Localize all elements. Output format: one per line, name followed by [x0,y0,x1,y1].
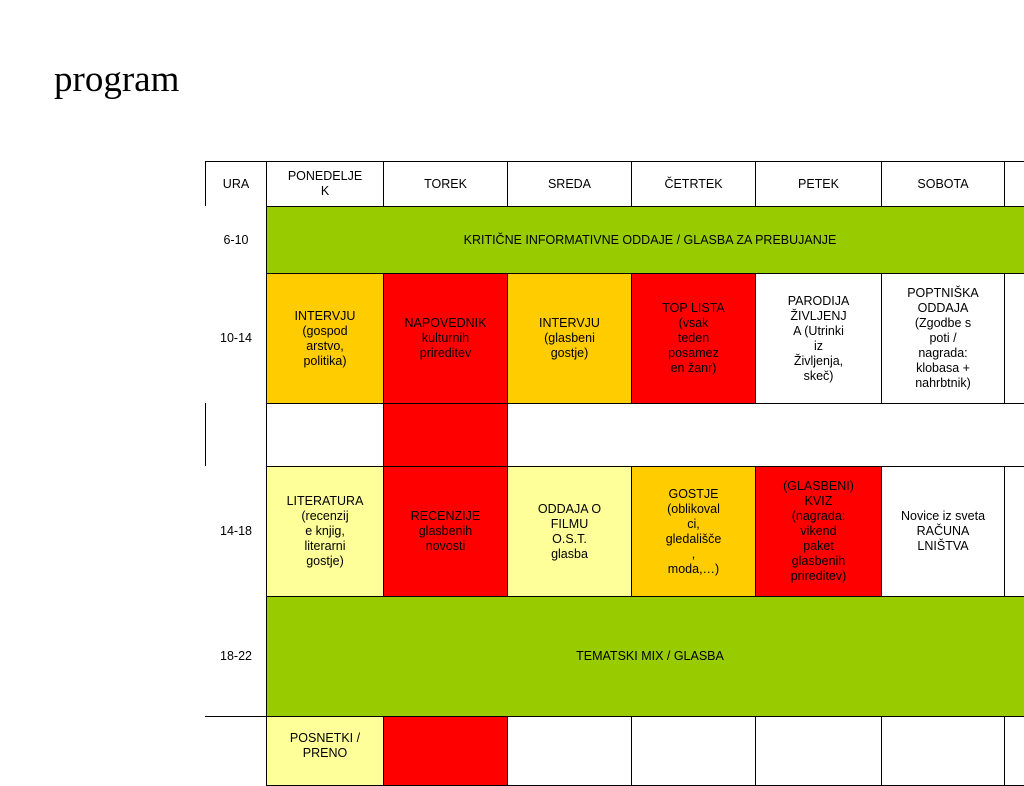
program-cell: POPTNIŠKA ODDAJA (Zgodbe s poti / nagrada: klobasa + nahrbtnik) [881,273,1005,404]
program-cell [755,716,882,786]
empty-cell [266,403,384,467]
program-cell: TOP LISTA (vsak teden posamez en žanr) [631,273,756,404]
program-cell: INTERVJU (gospod arstvo, politika) [266,273,384,404]
header-saturday: SOBOTA [881,161,1005,207]
program-cell-sunday [1004,716,1024,786]
program-cell: (GLASBENI) KVIZ (nagrada: vikend paket glasbenih prireditev) [755,466,882,597]
program-cell: ODDAJA O FILMU O.S.T. glasba [507,466,632,597]
header-friday: PETEK [755,161,882,207]
program-cell [631,716,756,786]
program-cell: GOSTJE (oblikoval ci, gledališče , moda,…) [631,466,756,597]
program-cell: Novice iz sveta RAČUNA LNIŠTVA [881,466,1005,597]
program-cell: RECENZIJE glasbenih novosti [383,466,508,597]
header-tuesday: TOREK [383,161,508,207]
morning-band: KRITIČNE INFORMATIVNE ODDAJE / GLASBA ZA PREBUJANJE [266,206,1024,274]
program-cell [507,716,632,786]
time-cell [205,716,267,786]
evening-band: TEMATSKI MIX / GLASBA [266,596,1024,717]
program-cell: INTERVJU (glasbeni gostje) [507,273,632,404]
row-divider [205,403,206,466]
time-cell: 14-18 [205,466,267,597]
header-wednesday: SREDA [507,161,632,207]
empty-cell [383,403,508,467]
time-cell: 10-14 [205,273,267,404]
time-cell: 6-10 [205,206,267,274]
program-cell: NAPOVEDNIK kulturnih prireditev [383,273,508,404]
program-cell [383,716,508,786]
header-thursday: ČETRTEK [631,161,756,207]
header-sunday [1004,161,1024,207]
time-cell: 18-22 [205,596,267,717]
page-title: program [54,59,180,100]
program-cell: LITERATURA (recenzij e knjig, literarni gostje) [266,466,384,597]
empty-cell [507,403,1024,467]
program-cell-sunday [1004,466,1024,597]
program-cell [881,716,1005,786]
header-ura: URA [205,161,267,207]
program-cell: POSNETKI / PRENO [266,716,384,786]
program-cell: PARODIJA ŽIVLJENJ A (Utrinki iz Življenja, skeč) [755,273,882,404]
header-monday: PONEDELJE K [266,161,384,207]
program-cell-sunday [1004,273,1024,404]
